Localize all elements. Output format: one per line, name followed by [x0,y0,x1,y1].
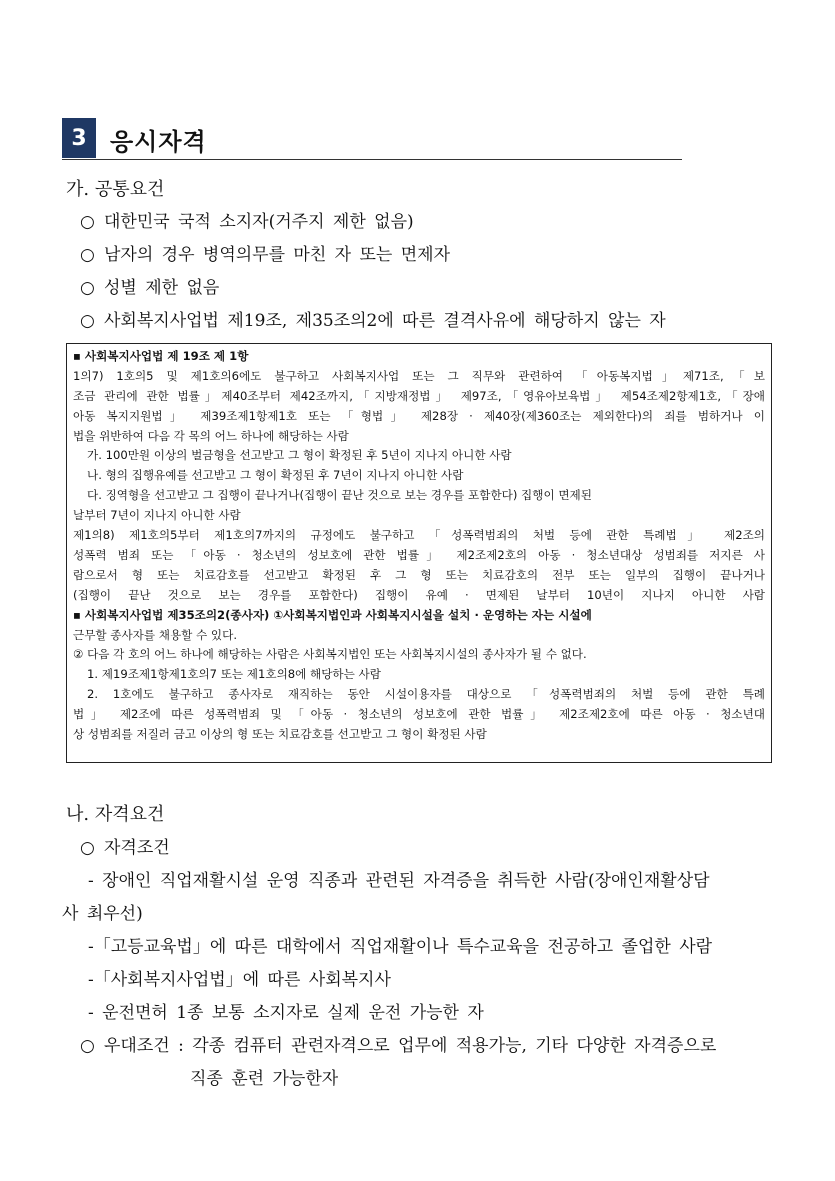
circle-bullet-icon: ○ [80,1036,95,1056]
law-line: 법」 제2조에 따른 성폭력범죄 및 「아동 · 청소년의 성보호에 관한 법률」 제2조제2호에 따른 아동 · 청소년대 [73,707,765,722]
qualification-condition: ○ 자격조건 [80,838,170,858]
common-item: ○ 남자의 경우 병역의무를 마친 자 또는 면제자 [80,245,451,265]
circle-bullet-icon: ○ [80,245,95,265]
law-line: 람으로서 형 또는 치료감호를 선고받고 확정된 후 그 형 또는 치료감호의 전부 또는 일부의 집행이 끝나거나 [73,567,765,582]
qualification-item: - 운전면허 1종 보통 소지자로 실제 운전 가능한 자 [88,1003,484,1023]
common-item: ○ 사회복지사업법 제19조, 제35조의2에 따른 결격사유에 해당하지 않는 자 [80,311,666,331]
circle-bullet-icon: ○ [80,838,95,858]
common-requirements-heading: 가. 공통요건 [66,179,165,200]
law-line: 다. 징역형을 선고받고 그 집행이 끝나거나(집행이 끝난 것으로 보는 경우를 포함한다) 집행이 면제된 [87,488,592,503]
law-line: 성폭력 범죄 또는 「아동 · 청소년의 성보호에 관한 법률」 제2조제2호의 아동 · 청소년대상 성범죄를 저지른 사 [73,548,765,562]
law-line: 1. 제19조제1항제1호의7 또는 제1호의8에 해당하는 사람 [87,667,381,682]
section-title: 응시자격 [110,128,207,156]
law-line: 법을 위반하여 다음 각 목의 어느 하나에 해당하는 사람 [73,428,349,443]
circle-bullet-icon: ○ [80,212,95,232]
law-line: 1의7) 1호의5 및 제1호의6에도 불구하고 사회복지사업 또는 그 직무와 관련하여 「아동복지법」제71조,「보 [73,368,765,383]
circle-bullet-icon: ○ [80,311,95,331]
qualification-item: -「고등교육법」에 따른 대학에서 직업재활이나 특수교육을 전공하고 졸업한 사람 [88,937,713,957]
section-header [62,118,682,162]
law-line: 나. 형의 집행유예를 선고받고 그 형이 확정된 후 7년이 지나지 아니한 사람 [87,468,464,483]
qualification-heading: 나. 자격요건 [66,804,165,825]
common-item: ○ 성별 제한 없음 [80,278,220,298]
law-line: 2. 1호에도 불구하고 종사자로 재직하는 동안 시설이용자를 대상으로 「성폭력범죄의 처벌 등에 관한 특례 [87,687,765,702]
law-line: 가. 100만원 이상의 벌금형을 선고받고 그 형이 확정된 후 5년이 지나지 아니한 사람 [87,448,512,463]
qualification-item: -「사회복지사업법」에 따른 사회복지사 [88,970,391,990]
law-line: (집행이 끝난 것으로 보는 경우를 포함한다) 집행이 유예 · 면제된 날부터 10년이 지나지 아니한 사람 [73,587,765,602]
law-line: 근무할 종사자를 채용할 수 있다. [73,627,238,642]
law-line: ② 다음 각 호의 어느 하나에 해당하는 사람은 사회복지법인 또는 사회복지시설의 종사자가 될 수 없다. [73,647,587,662]
qualification-item: - 장애인 직업재활시설 운영 직종과 관련된 자격증을 취득한 사람(장애인재활상담 [88,871,710,891]
law-line: 상 성범죄를 저질러 금고 이상의 형 또는 치료감호를 선고받고 그 형이 확정된 사람 [73,727,487,742]
law-heading: ▪ 사회복지사업법 제35조의2(종사자) ①사회복지법인과 사회복지시설을 설치 · 운영하는 자는 시설에 [73,607,592,622]
law-excerpt-box [66,343,772,763]
circle-bullet-icon: ○ [80,278,95,298]
preferred-text-continuation: 직종 훈련 가능한자 [190,1069,339,1089]
preferred-text: : 각종 컴퓨터 관련자격으로 업무에 적용가능, 기타 다양한 자격증으로 [178,1036,717,1056]
law-line: 제1의8) 제1호의5부터 제1호의7까지의 규정에도 불구하고 「성폭력범죄의 처벌 등에 관한 특례법」 제2조의 [73,528,765,543]
law-line: 아동 복지지원법」 제39조제1항제1호 또는 「형법」 제28장 · 제40장(제360조는 제외한다)의 죄를 범하거나 이 [73,408,765,423]
qualification-item-continuation: 사 최우선) [62,904,143,924]
common-item: ○ 대한민국 국적 소지자(거주지 제한 없음) [80,212,414,232]
law-line: 조금 관리에 관한 법률」제40조부터 제42조까지,「지방재정법」 제97조,「영유아보육법」 제54조제2항제1호,「장애 [73,388,765,403]
preferred-condition: ○ 우대조건 : 각종 컴퓨터 관련자격으로 업무에 적용가능, 기타 다양한 자격증으로 [80,1036,717,1056]
section-divider [62,159,682,160]
section-number-badge: 3 [62,118,96,158]
law-heading: ▪ 사회복지사업법 제 19조 제 1항 [73,349,249,363]
law-line: 날부터 7년이 지나지 아니한 사람 [73,508,241,523]
